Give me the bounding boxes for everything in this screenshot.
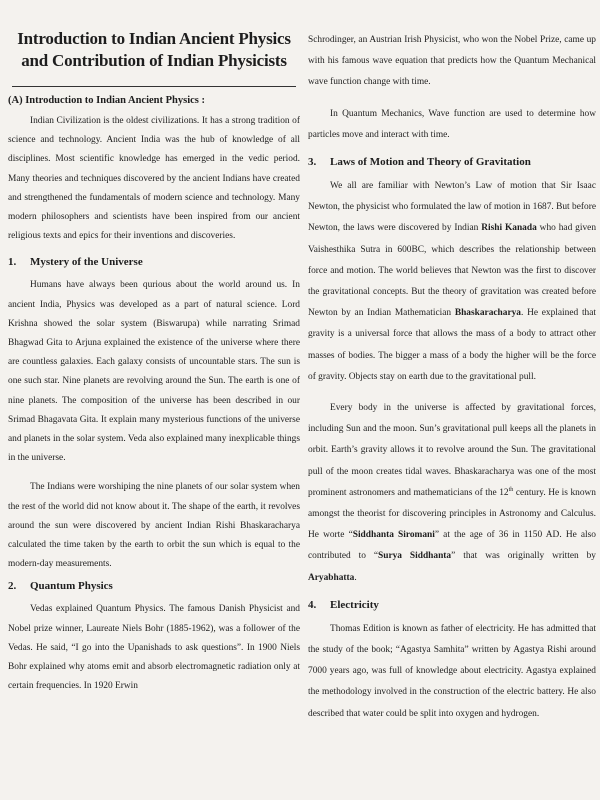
s3-p2-text-d: ” that was originally written by	[451, 551, 596, 562]
left-column	[8, 0, 300, 706]
section-2-number: 2.	[8, 580, 17, 593]
section-3-paragraph-1	[308, 176, 596, 388]
section-2-paragraph-1: Vedas explained Quantum Physics. The famous Danish Physicist and Nobel prize winner, Laureate Niels Bohr (1885-1962), was a follower of the Vedas. He said, “I go into the Upanishads to ask questions”. In 1900 Niels Bohr explained why atoms emit and absorb electromagnetic radiation only at certain frequencies. In 1920 Erwin	[8, 604, 300, 692]
section-3-heading	[308, 156, 596, 168]
bhaskaracharya-name: Bhaskaracharya	[454, 308, 521, 319]
siddhanta-siromani-title: Siddhanta Siromani	[352, 530, 435, 541]
title-divider	[12, 86, 296, 87]
s3-p1-text-c: who had given Vaishesthika Sutra in 600BC, which describes the relationship between force and motion. The world believes that Newton was the first to discover the gravitational concepts. But the theory of gravitation was created before Newton by an Indian Mathematician	[308, 223, 597, 319]
section-4-heading	[308, 599, 596, 611]
section-2-paragraph-1-continued: Schrodinger, an Austrian Irish Physicist, who won the Nobel Prize, came up with his famous wave equation that predicts how the Quantum Mechanical wave function change with time.	[308, 35, 596, 88]
section-2-paragraph-2: In Quantum Mechanics, Wave function are used to determine how particles move and interact with time.	[308, 108, 596, 140]
section-4-paragraph-1: Thomas Edition is known as father of electricity. He has admitted that the study of the book; “Agastya Samhita” written by Agastya Rishi around 7000 years ago, was full of knowledge about electricity. Agastya explained the methodology involved in the construction of the electric battery. He also described that water could be split into oxygen and hydrogen.	[308, 623, 596, 719]
s3-p2-text-b: century. He is known amongst the theorist for discovering principles in Astronomy and Calculus. He worte “	[308, 487, 596, 541]
rishi-kanada-name: Rishi Kanada	[481, 223, 537, 234]
s3-p1-text-d: . He explained that gravity is a universal force that allows the mass of a body to attract other masses of bodies. The bigger a mass of a body the higher will be the force of gravity. Objects stay on earth due to the gravitational pull.	[308, 308, 596, 382]
section-1-paragraph-1: Humans have always been qurious about the world around us. In ancient India, Physics was developed as a part of natural science. Lord Krishna showed the solar system (Biswarupa) while narrating Srimad Bhagwad Gita to Arjuna explained the existence of the universe where there are countless galaxies. Each galaxy consists of uncountable stars. The sun is one such star. Nine planets are revolving around the Sun. The earth is one of nine planets. The composition of the universe has been described in our Srimad Bhagavata Gita. It explain many mysterious functions of the universe and planets in the solar system. Veda also explained many inexplicable things in the universe.	[8, 280, 300, 464]
section-2-title: Quantum Physics	[30, 580, 113, 593]
title-line-1: Introduction to Indian Ancient Physics	[17, 29, 291, 48]
section-4-title: Electricity	[330, 598, 379, 611]
section-a-heading: (A) Introduction to Indian Ancient Physics :	[8, 95, 205, 106]
surya-siddhanta-title: Surya Siddhanta	[378, 551, 452, 562]
s3-p2-text-e: .	[354, 572, 357, 583]
section-2-heading	[8, 580, 300, 592]
section-1-number: 1.	[8, 256, 17, 269]
s3-p2-text-a: Every body in the universe is affected by gravitational forces, including Sun and the moon. Sun’s gravitational pull keeps all the planets in orbit. Earth’s gravity allows it to revolve around the Sun. The gravitational pull of the moon creates tidal waves. Bhaskaracharya was one of the most prominent astronomers and mathematicians of the 12	[308, 403, 596, 498]
section-3-number: 3.	[308, 156, 317, 169]
section-3-paragraph-2	[308, 398, 596, 589]
century-superscript: th	[508, 486, 514, 493]
aryabhatta-name: Aryabhatta	[308, 572, 355, 583]
section-4-number: 4.	[308, 598, 317, 611]
section-1-paragraph-2: The Indians were worshiping the nine planets of our solar system when the rest of the world did not know about it. The shape of the earth, it revolves around the sun were discovered by ancient Indian Rishi Bhaskaracharya calculated the time taken by the earth to orbit the sun which is equal to the modern-day measurements.	[8, 482, 300, 570]
section-3-title: Laws of Motion and Theory of Gravitation	[330, 156, 531, 169]
right-column	[308, 0, 596, 735]
s3-p2-text-c: ” at the age of 36 in 1150 AD. He also contributed to “	[308, 530, 596, 562]
section-a-paragraph: Indian Civilization is the oldest civilizations. It has a strong tradition of science and technology. Ancient India was the hub of knowledge of all disciplines. Most scientific knowledge has emerged in the vedic period. Many theories and techniques discovered by the ancient Indians have created and strengthened the fundamentals of modern science and technology. Many modern philosophers and scientists have been inspired from our ancient religious texts and epics for their inventions and discoveries.	[8, 116, 300, 242]
title-line-2: and Contribution of Indian Physicists	[21, 51, 287, 70]
section-1-heading	[8, 256, 300, 268]
page-title	[14, 28, 294, 72]
section-1-title: Mystery of the Universe	[30, 256, 143, 269]
s3-p1-text-a: We all are familiar with Newton’s Law of motion that Sir Isaac Newton, the physicist who formulated the law of motion in 1687. But before Newton, the laws were discovered by Indian	[308, 181, 596, 234]
